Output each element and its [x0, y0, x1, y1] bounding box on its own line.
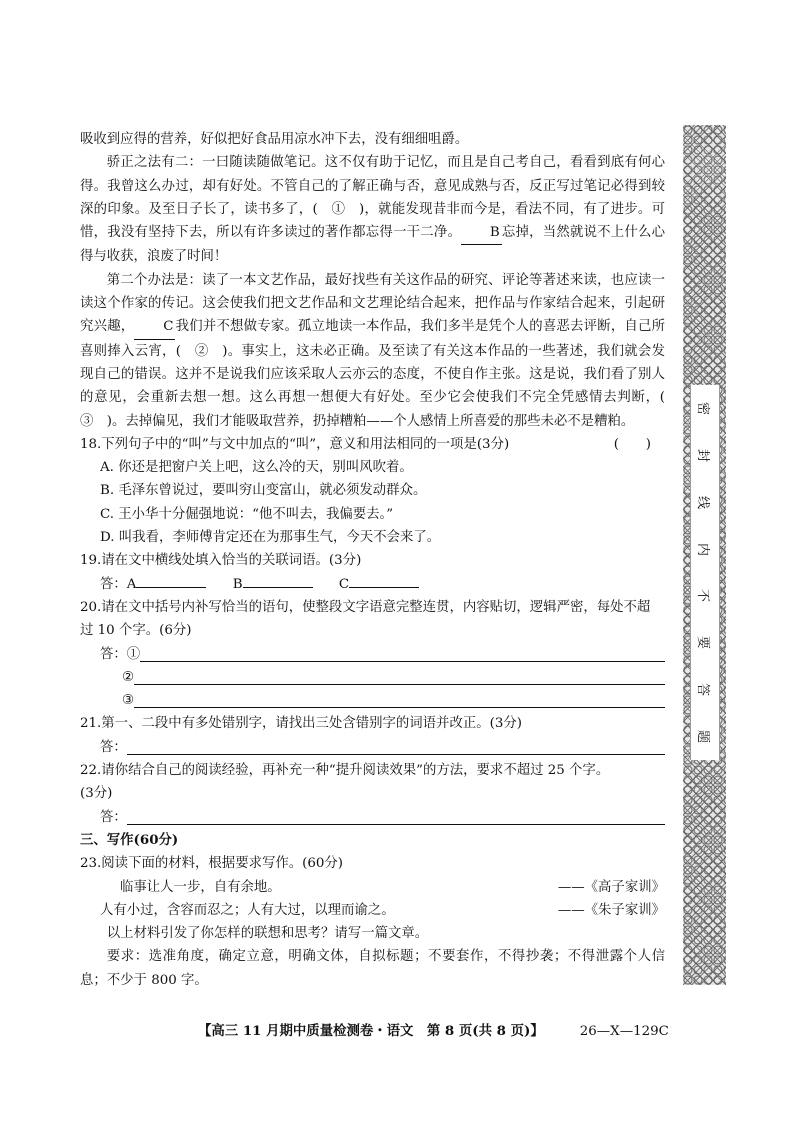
seal-char-4: 内: [695, 542, 711, 556]
question-22-answer: [80, 806, 665, 829]
answer-mark-3: ③: [122, 693, 135, 709]
question-21-stem: 21.第一、二段中有多处错别字，请找出三处含错别字的词语并改正。(3分): [80, 716, 522, 732]
passage-paragraph-1: 吸收到应得的营养，好似把好食品用凉水冲下去，没有细细咀爵。: [80, 132, 469, 147]
question-22-stem-1: 22.请你结合自己的阅读经验，再补充一种“提升阅读效果”的方法，要求不超过 25 个字。: [80, 763, 610, 779]
quote-2-text: 人有小过，含容而忍之；人有大过，以理而谕之。: [100, 902, 395, 918]
answer-label-b: B: [232, 576, 243, 592]
answer-line-22[interactable]: [127, 810, 665, 825]
seal-char-2: 封: [695, 448, 711, 462]
writing-prompt: 以上材料引发了你怎样的联想和思考？请写一篇文章。: [106, 926, 429, 942]
quote-2: [80, 899, 665, 922]
seal-line-notice: [690, 385, 720, 760]
question-23-stem: 23.阅读下面的材料，根据要求写作。(60分): [80, 856, 344, 872]
question-21-answer: [80, 736, 665, 759]
seal-char-6: 要: [695, 636, 711, 650]
answer-prefix-1: 答：①: [100, 646, 141, 662]
question-19-stem: 19.请在文中横线处填入恰当的关联词语。(3分): [80, 553, 362, 569]
passage-paragraph-2-text-a: 骄正之法有二：一曰随读随做笔记。这不仅有助于记忆，而且是自己考自己，看看到底有何心得。我曾这么办过，却有好处。不管自己的了解正确与否，意见成熟与否，反正写过笔记必得到较深的印象。及至日子长了，读书多了，( ① )，就能发现昔非而今是，看法不同，有了进步。可惜，我没有坚持下去，所以有许多读过的著作都忘得一干二净。: [80, 155, 665, 241]
passage-paragraph-3-text-a: 第二个办法是：读了一本文艺作品，最好找些有关这作品的研究、评论等著述来读，也应读一读这个作家的传记。这会使我们把文艺作品和文艺理论结合起来，把作品与作家结合起来，引起研究兴趣，: [80, 272, 665, 335]
seal-char-5: 不: [695, 589, 711, 603]
passage-paragraph-3-text-b: 我们并不想做专家。孤立地读一本作品，我们多半是凭个人的喜恶去评断，自己所喜则捧入云宵，( ② )。事实上，这未必正确。及至读了有关这本作品的一些著述，我们就会发现自己的错误。这并不是说我们应该采取人云亦云的态度，不使自作主张。这是说，我们看了别人的意见，会重新去想一想。这么再想一想便大有好处。至少它会使我们不完全凭感情去判断，( ③ )。去掉偏见，我们才能吸取营养，扔掉糟粕——个人感情上所喜爱的那些未必不是糟粕。: [80, 319, 679, 429]
footer-title: 【高三 11 月期中质量检测卷・语文 第 8 页(共 8 页)】: [198, 1023, 544, 1039]
question-20-stem-1: 20.请在文中括号内补写恰当的语句，使整段文字语意完整连贯，内容贴切，逻辑严密，每处不超: [80, 599, 651, 615]
answer-prefix-a: 答：A: [100, 576, 137, 592]
answer-mark-2: ②: [122, 669, 135, 685]
quote-1-text: 临事让人一步，自有余地。: [120, 879, 281, 895]
answer-paren[interactable]: ( ): [613, 436, 651, 452]
question-18-stem: 18.下列句子中的“叫”与文中加点的“叫”，意义和用法相同的一项是(3分): [80, 436, 510, 452]
question-20-answer-1: [80, 643, 665, 666]
question-19-answer: [80, 573, 665, 596]
answer-line-3[interactable]: [134, 693, 665, 708]
quote-1: [80, 876, 665, 899]
exam-content: [80, 128, 679, 992]
question-20-answer-3: [80, 689, 665, 712]
answer-line-2[interactable]: [134, 670, 665, 685]
page-footer: [198, 1020, 669, 1039]
option-d: D. 叫我看，李师傅肯定还在为那事生气，今天不会来了。: [100, 530, 441, 546]
option-a: A. 你还是把窗户关上吧，这么冷的天，别叫风吹着。: [100, 460, 413, 476]
option-b: B. 毛泽东曾说过，要叫穷山变富山，就必须发动群众。: [100, 483, 427, 499]
quote-1-source: ——《高子家训》: [557, 879, 665, 895]
blank-b: B: [461, 221, 502, 245]
seal-char-1: 密: [695, 401, 711, 416]
answer-line-1[interactable]: [140, 647, 665, 662]
question-22-stem-2: (3分): [80, 786, 113, 802]
writing-requirements: 要求：选准角度，确定立意，明确文体，自拟标题；不要套作，不得抄袭；不得泄露个人信息；不少于 800 字。: [80, 949, 665, 988]
answer-line-b[interactable]: [243, 573, 313, 588]
question-18: [80, 433, 665, 456]
answer-prefix-22: 答：: [100, 809, 127, 825]
answer-prefix-21: 答：: [100, 739, 127, 755]
answer-line-21[interactable]: [127, 740, 665, 755]
seal-char-7: 答: [695, 683, 711, 697]
option-c: C. 王小华十分倔强地说：“他不叫去，我偏要去。”: [100, 506, 394, 522]
answer-line-c[interactable]: [349, 573, 419, 588]
footer-code: 26—X—129C: [579, 1024, 669, 1039]
blank-c: C: [134, 315, 175, 339]
passage-paragraph-3: [80, 269, 679, 433]
passage-paragraph-2: [80, 151, 665, 268]
quote-2-source: ——《朱子家训》: [557, 902, 665, 918]
passage-paragraph-2-text-b: 忘掉，当然就说不上什么心得与收获，浪废了时间！: [80, 225, 666, 265]
question-20-stem-2: 过 10 个字。(6分): [80, 623, 192, 639]
seal-char-8: 题: [695, 729, 711, 743]
section-writing-title: 三、写作(60分): [80, 831, 179, 848]
seal-char-3: 线: [695, 495, 711, 509]
answer-line-a[interactable]: [136, 573, 206, 588]
question-20-answer-2: [80, 666, 665, 689]
answer-label-c: C: [338, 576, 350, 592]
